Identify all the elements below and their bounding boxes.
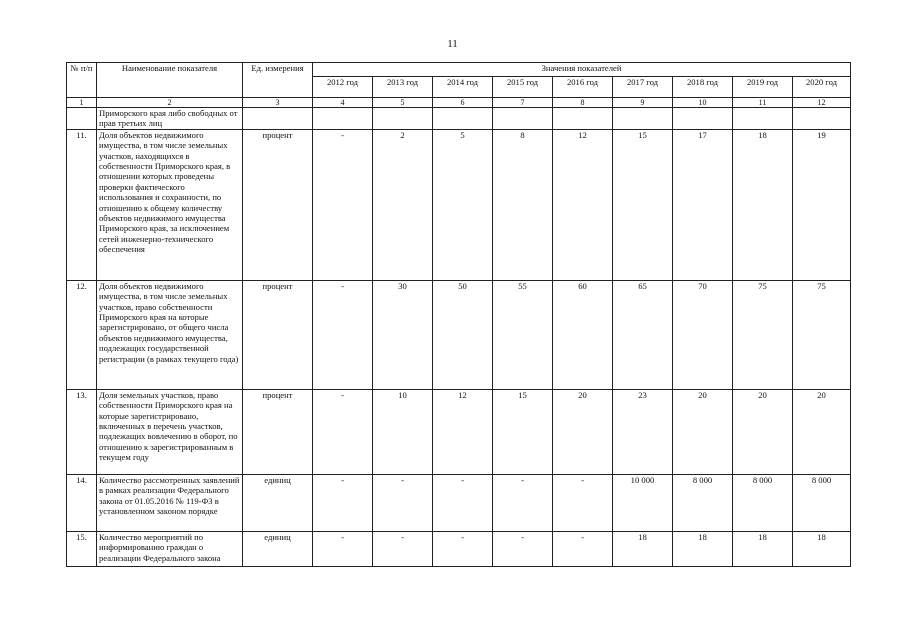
header-year: 2020 год — [793, 77, 851, 98]
value-cell: - — [553, 474, 613, 531]
header-year: 2012 год — [313, 77, 373, 98]
header-year: 2016 год — [553, 77, 613, 98]
value-cell: 8 000 — [793, 474, 851, 531]
value-cell: - — [493, 474, 553, 531]
value-cell: - — [313, 280, 373, 389]
row-number: 15. — [67, 531, 97, 566]
row-number: 11. — [67, 129, 97, 280]
row-number — [67, 108, 97, 130]
value-cell: 15 — [493, 389, 553, 474]
value-cell: 19 — [793, 129, 851, 280]
value-cell: - — [433, 474, 493, 531]
header-row-column-numbers — [67, 98, 851, 108]
page-number: 11 — [447, 38, 458, 50]
value-cell: 20 — [793, 389, 851, 474]
column-number: 5 — [373, 98, 433, 108]
value-cell: 12 — [553, 129, 613, 280]
table-row — [67, 108, 851, 130]
value-cell: - — [433, 531, 493, 566]
header-group-label: Значения показателей — [313, 63, 851, 77]
indicator-unit — [243, 108, 313, 130]
indicator-name: Доля объектов недвижимого имущества, в том числе земельных участков, находящихся в собственности Приморского края, в отношении которых проведены проверки фактического использования и сохранности, по отношению к общему количеству объектов недвижимого имущества Приморского края, за исключением сетей инженерно-технического обеспечения — [97, 129, 243, 280]
value-cell: 70 — [673, 280, 733, 389]
header-year: 2019 год — [733, 77, 793, 98]
value-cell: 60 — [553, 280, 613, 389]
indicators-table — [66, 62, 851, 567]
column-number: 11 — [733, 98, 793, 108]
value-cell: 10 — [373, 389, 433, 474]
value-cell: 75 — [793, 280, 851, 389]
value-cell: 30 — [373, 280, 433, 389]
value-cell: 20 — [553, 389, 613, 474]
indicator-name: Количество рассмотренных заявлений в рамках реализации Федерального закона от 01.05.2016 № 119-ФЗ в установленном законом порядке — [97, 474, 243, 531]
indicator-unit: процент — [243, 280, 313, 389]
indicator-unit: единиц — [243, 531, 313, 566]
value-cell: 8 — [493, 129, 553, 280]
value-cell — [793, 108, 851, 130]
indicator-unit: процент — [243, 389, 313, 474]
value-cell — [613, 108, 673, 130]
column-number: 3 — [243, 98, 313, 108]
value-cell: 18 — [733, 531, 793, 566]
header-col-unit: Ед. измерения — [243, 63, 313, 98]
header-year: 2017 год — [613, 77, 673, 98]
value-cell: 18 — [613, 531, 673, 566]
value-cell: - — [313, 389, 373, 474]
value-cell: - — [373, 531, 433, 566]
value-cell — [733, 108, 793, 130]
value-cell: 18 — [733, 129, 793, 280]
indicator-name: Доля земельных участков, право собственности Приморского края на которые зарегистрировано, включенных в перечень участков, подлежащих вовлечению в оборот, по отношению к зарегистрированным в текущем году — [97, 389, 243, 474]
value-cell — [313, 108, 373, 130]
value-cell: 23 — [613, 389, 673, 474]
column-number: 7 — [493, 98, 553, 108]
header-year: 2013 год — [373, 77, 433, 98]
column-number: 2 — [97, 98, 243, 108]
value-cell: - — [313, 474, 373, 531]
value-cell: 10 000 — [613, 474, 673, 531]
column-number: 9 — [613, 98, 673, 108]
value-cell: 18 — [793, 531, 851, 566]
table-row — [67, 474, 851, 531]
column-number: 1 — [67, 98, 97, 108]
indicator-unit: процент — [243, 129, 313, 280]
value-cell: 8 000 — [733, 474, 793, 531]
value-cell: 20 — [673, 389, 733, 474]
value-cell: 50 — [433, 280, 493, 389]
header-year: 2018 год — [673, 77, 733, 98]
header-row-group — [67, 63, 851, 77]
value-cell — [673, 108, 733, 130]
row-number: 12. — [67, 280, 97, 389]
row-number: 14. — [67, 474, 97, 531]
row-number: 13. — [67, 389, 97, 474]
table-row — [67, 129, 851, 280]
value-cell: - — [313, 129, 373, 280]
value-cell: - — [553, 531, 613, 566]
value-cell: - — [493, 531, 553, 566]
column-number: 8 — [553, 98, 613, 108]
table-row — [67, 280, 851, 389]
header-col-no: № п/п — [67, 63, 97, 98]
value-cell: 65 — [613, 280, 673, 389]
column-number: 4 — [313, 98, 373, 108]
header-year: 2014 год — [433, 77, 493, 98]
value-cell: - — [373, 474, 433, 531]
value-cell: 75 — [733, 280, 793, 389]
column-number: 10 — [673, 98, 733, 108]
value-cell: 15 — [613, 129, 673, 280]
value-cell — [493, 108, 553, 130]
value-cell: 12 — [433, 389, 493, 474]
value-cell: 2 — [373, 129, 433, 280]
indicator-name: Приморского края либо свободных от прав третьих лиц — [97, 108, 243, 130]
value-cell: 20 — [733, 389, 793, 474]
column-number: 6 — [433, 98, 493, 108]
indicator-name: Количество мероприятий по информированию граждан о реализации Федерального закона — [97, 531, 243, 566]
header-year: 2015 год — [493, 77, 553, 98]
table-row — [67, 531, 851, 566]
value-cell — [373, 108, 433, 130]
indicator-name: Доля объектов недвижимого имущества, в том числе земельных участков, право собственности Приморского края на которые зарегистрировано, от общего числа объектов недвижимого имущества, подлежащих государственной регистрации (в рамках текущего года) — [97, 280, 243, 389]
value-cell: 55 — [493, 280, 553, 389]
value-cell: 18 — [673, 531, 733, 566]
value-cell — [433, 108, 493, 130]
value-cell: 5 — [433, 129, 493, 280]
value-cell: 8 000 — [673, 474, 733, 531]
value-cell — [553, 108, 613, 130]
table-row — [67, 389, 851, 474]
value-cell: - — [313, 531, 373, 566]
column-number: 12 — [793, 98, 851, 108]
header-col-name: Наименование показателя — [97, 63, 243, 98]
indicator-unit: единиц — [243, 474, 313, 531]
value-cell: 17 — [673, 129, 733, 280]
